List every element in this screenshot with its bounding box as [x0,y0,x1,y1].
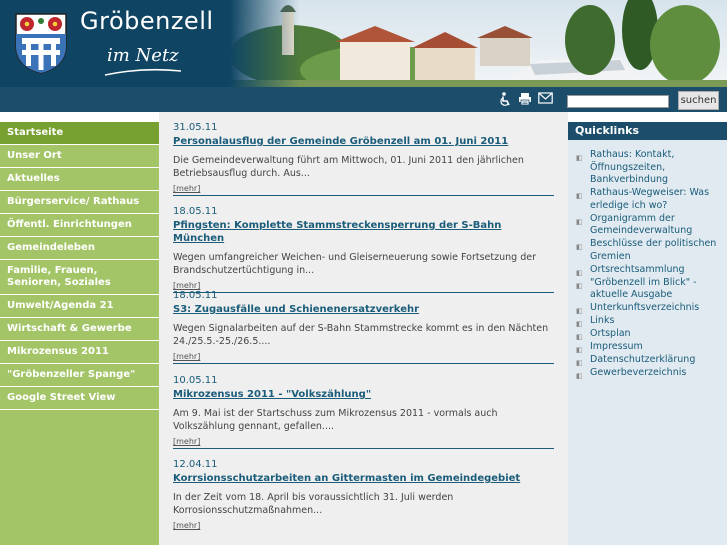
quicklinks-title: Quicklinks [568,122,727,140]
news-title-link[interactable]: Korrsionsschutzarbeiten an Gittermasten im Gemeindegebiet [173,473,521,484]
nav-item-startseite[interactable]: Startseite [0,122,159,145]
bullet-icon: ◧ [576,359,583,367]
bullet-icon: ◧ [576,268,583,277]
nav-item-buergerservice[interactable]: Bürgerservice/ Rathaus [0,191,159,214]
more-link[interactable]: [mehr] [173,281,201,290]
news-date: 10.05.11 [173,375,218,386]
news-teaser: Die Gemeindeverwaltung führt am Mittwoch, 01. Juni 2011 den jährlichen Betriebsausflug durch. Aus... [173,155,524,179]
tagline: im Netz [107,45,179,66]
swoosh-icon [103,66,183,78]
news-title-link[interactable]: Mikrozensus 2011 - "Volkszählung" [173,389,372,400]
divider [173,363,554,364]
quicklink[interactable]: ◧ "Gröbenzell im Blick" - aktuelle Ausgabe [576,276,697,300]
bullet-icon: ◧ [576,307,583,315]
site-header [0,0,727,87]
search-input[interactable] [567,95,669,108]
quicklink[interactable]: ◧ Ortsplan [576,328,727,341]
bullet-icon: ◧ [576,372,583,380]
news-date: 18.05.11 [173,290,218,301]
bullet-icon: ◧ [576,154,583,162]
quicklink[interactable]: ◧ Impressum [576,341,727,354]
news-teaser: In der Zeit vom 18. April bis voraussichtlich 31. Juli werden Korrosionsschutzmaßnahmen... [173,492,454,516]
print-icon[interactable] [518,92,532,106]
quicklinks-panel [568,122,727,545]
bullet-icon: ◧ [576,320,583,328]
news-teaser: Wegen umfangreicher Weichen- und Gleiserneuerung sowie Fortsetzung der Brandschutzertüchtigung in... [173,252,536,276]
divider [173,448,554,449]
bullet-icon: ◧ [576,333,583,341]
quicklink[interactable]: ◧ Rathaus: Kontakt, Öffnungszeiten, Bankverbindung [576,149,675,185]
mail-icon[interactable] [538,92,553,104]
nav-item-einrichtungen[interactable]: Öffentl. Einrichtungen [0,214,159,237]
news-teaser: Wegen Signalarbeiten auf der S-Bahn Stammstrecke kommt es in den Nächten 24./25.5.-25./26.5.... [173,323,549,347]
news-date: 12.04.11 [173,459,218,470]
search-button[interactable]: suchen [678,91,719,110]
divider [173,195,554,196]
quicklink[interactable]: ◧ Unterkunftsverzeichnis [576,302,727,315]
quicklink[interactable]: ◧ Rathaus-Wegweiser: Was erledige ich wo? [576,187,710,211]
news-item [173,459,554,531]
nav-item-aktuelles[interactable]: Aktuelles [0,168,159,191]
quicklink[interactable]: ◧ Organigramm der Gemeindeverwaltung [576,212,693,236]
quicklink[interactable]: ◧ Ortsrechtsammlung [576,264,727,277]
quicklink[interactable]: ◧ Links [576,315,727,328]
quicklink[interactable]: ◧ Gewerbeverzeichnis [576,367,727,380]
news-teaser: Am 9. Mai ist der Startschuss zum Mikrozensus 2011 - vormals auch Volkszählung gennant, gefallen.... [173,408,498,432]
nav-item-umwelt[interactable]: Umwelt/Agenda 21 [0,295,159,318]
more-link[interactable]: [mehr] [173,521,201,530]
town-title: Gröbenzell [80,7,214,35]
nav-item-unser-ort[interactable]: Unser Ort [0,145,159,168]
news-item [173,375,554,449]
nav-item-street-view[interactable]: Google Street View [0,387,159,410]
news-title-link[interactable]: Personalausflug der Gemeinde Gröbenzell am 01. Juni 2011 [173,136,509,147]
news-date: 18.05.11 [173,206,218,217]
news-item [173,290,554,364]
accessibility-icon[interactable] [499,92,512,106]
bullet-icon: ◧ [576,281,583,290]
main-navigation [0,122,159,545]
bullet-icon: ◧ [576,346,583,354]
news-list [159,112,568,545]
more-link[interactable]: [mehr] [173,352,201,361]
bullet-icon: ◧ [576,243,583,251]
news-date: 31.05.11 [173,122,218,133]
nav-item-spange[interactable]: "Gröbenzeller Spange" [0,364,159,387]
nav-item-wirtschaft[interactable]: Wirtschaft & Gewerbe [0,318,159,341]
quicklink[interactable]: ◧ Beschlüsse der politischen Gremien [576,238,717,262]
more-link[interactable]: [mehr] [173,437,201,446]
news-item [173,122,554,196]
quicklink[interactable]: ◧ Datenschutzerklärung [576,354,727,367]
news-item [173,206,554,293]
coat-of-arms-icon [14,12,68,74]
nav-item-familie[interactable]: Familie, Frauen, Senioren, Soziales [0,260,159,295]
more-link[interactable]: [mehr] [173,184,201,193]
news-title-link[interactable]: Pfingsten: Komplette Stammstreckensperrung der S-Bahn München [173,220,502,244]
bullet-icon: ◧ [576,192,583,200]
nav-item-gemeindeleben[interactable]: Gemeindeleben [0,237,159,260]
news-title-link[interactable]: S3: Zugausfälle und Schienenersatzverkehr [173,304,420,315]
nav-item-mikrozensus[interactable]: Mikrozensus 2011 [0,341,159,364]
quicklinks-list [568,140,727,380]
header-photo [230,0,727,87]
bullet-icon: ◧ [576,217,583,226]
